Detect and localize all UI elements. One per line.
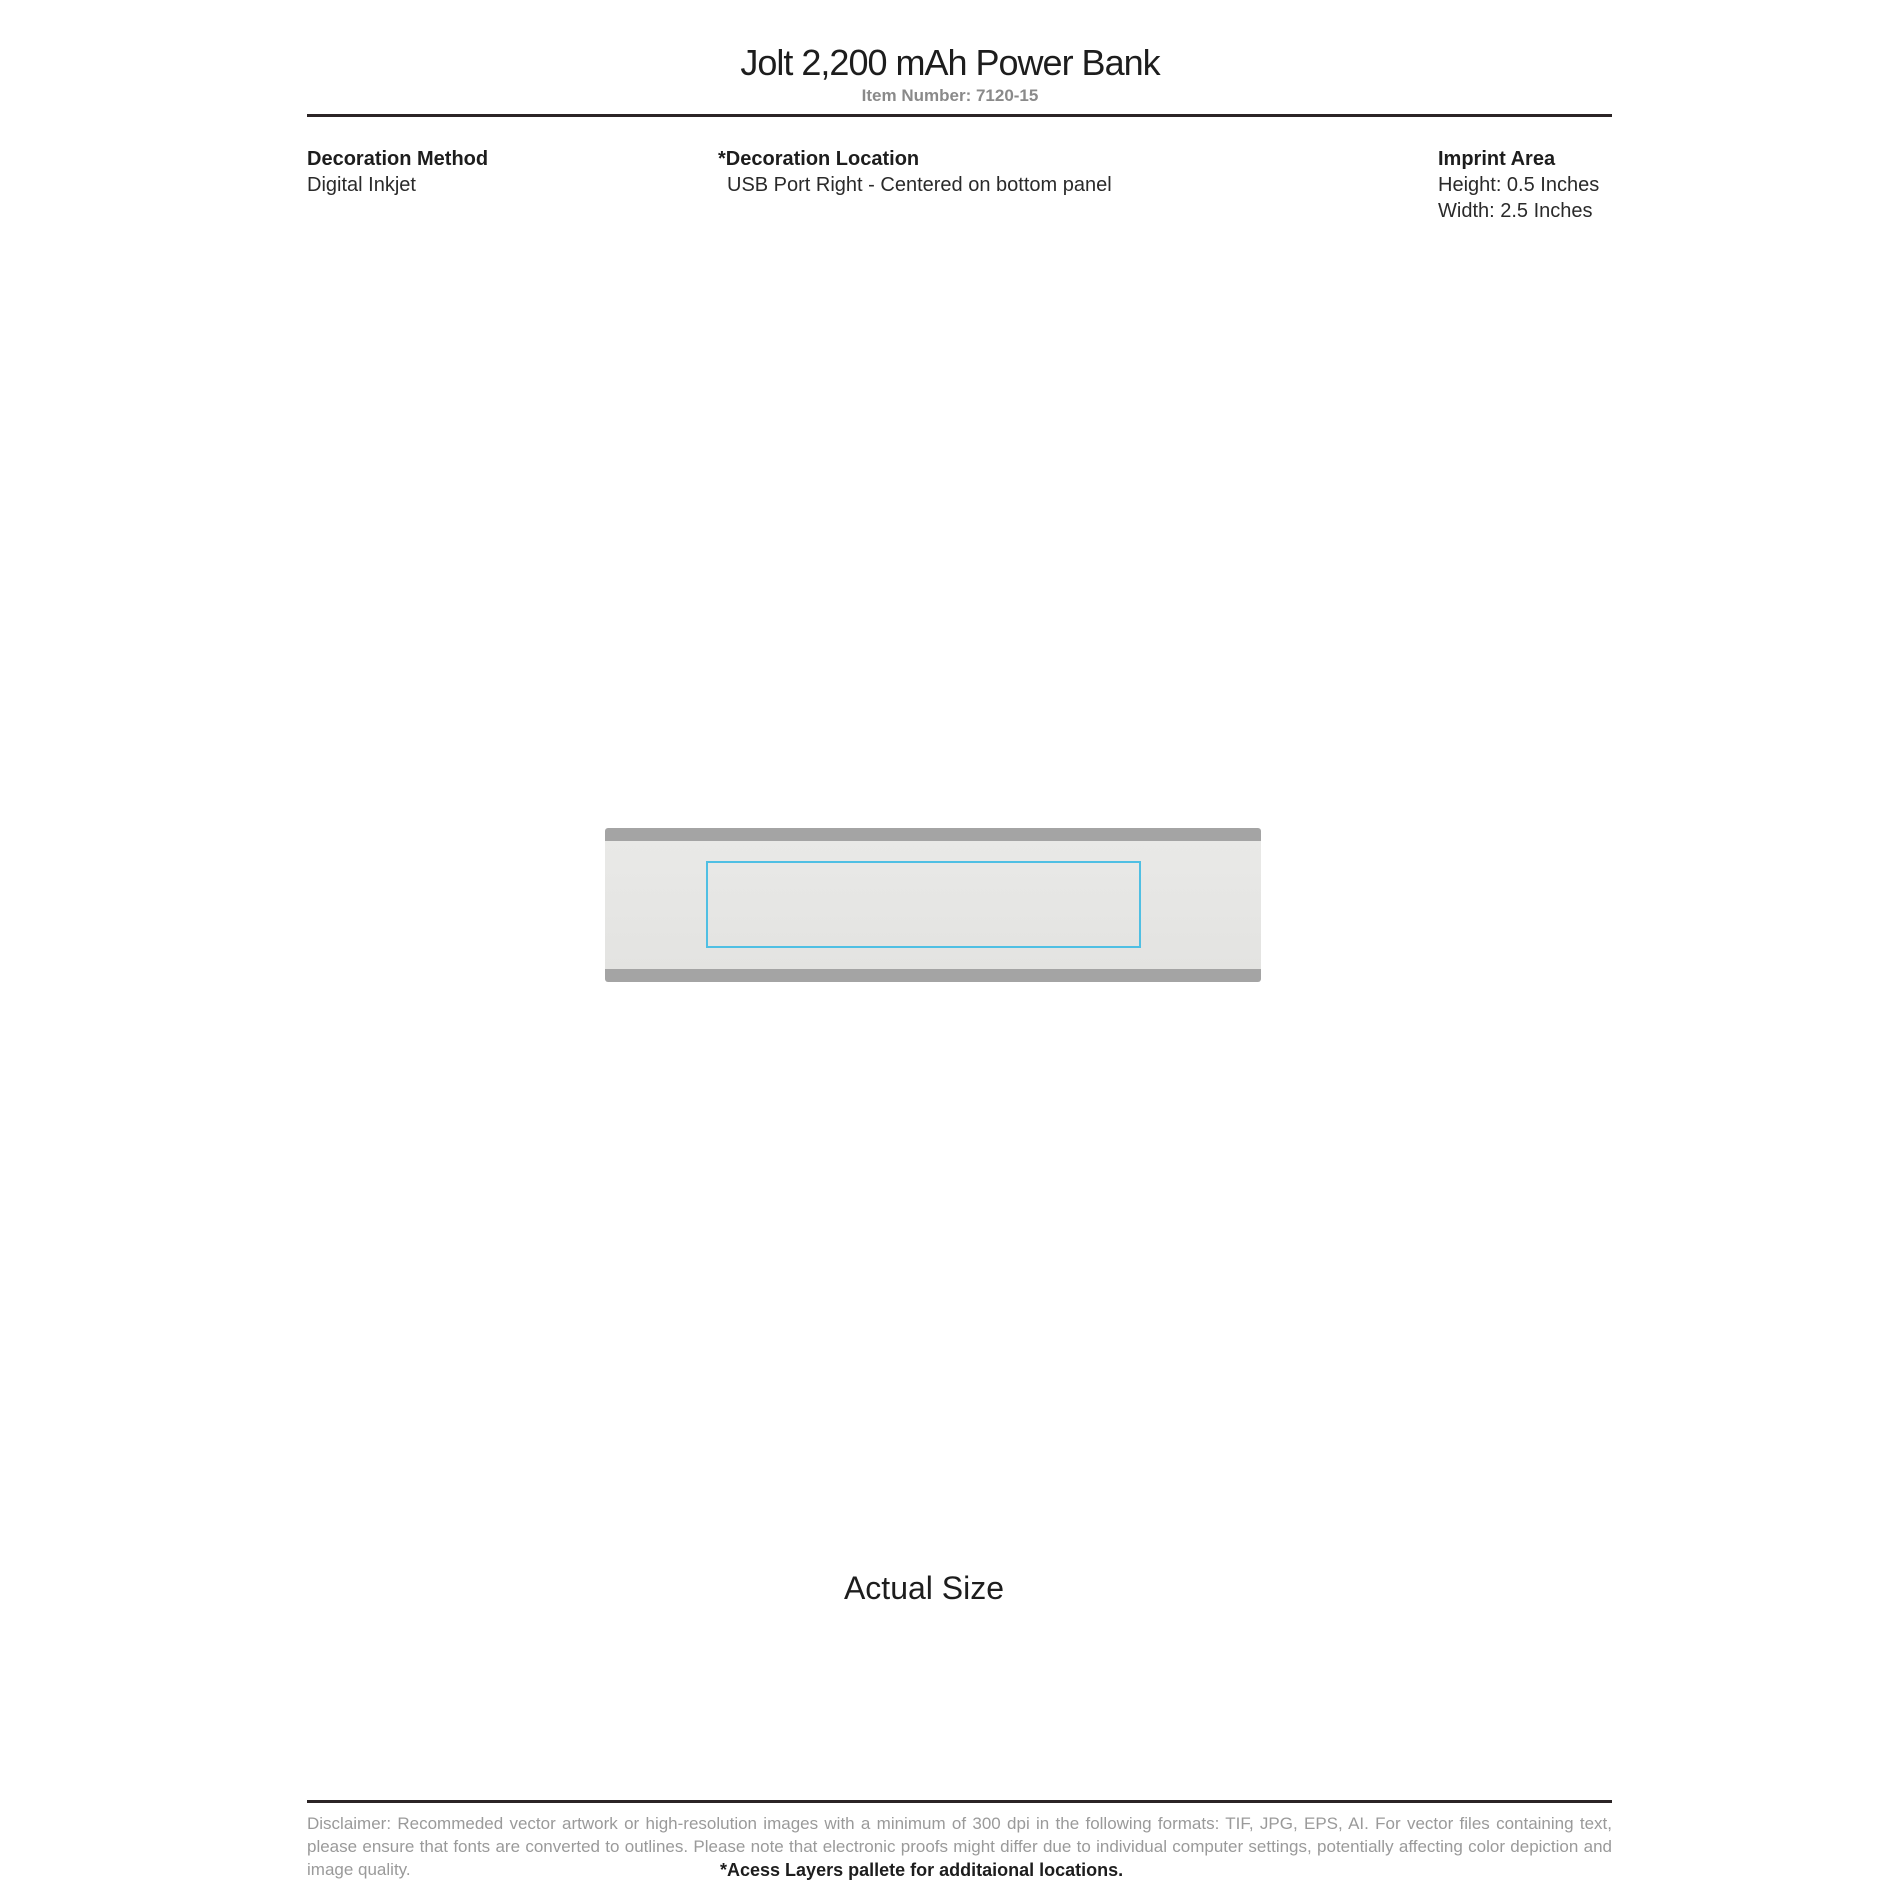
imprint-area-heading: Imprint Area bbox=[1438, 148, 1556, 170]
decoration-method-heading: Decoration Method bbox=[307, 148, 489, 170]
item-number: Item Number: 7120-15 bbox=[861, 86, 1039, 105]
product-title: Jolt 2,200 mAh Power Bank bbox=[740, 42, 1160, 83]
imprint-width: Width: 2.5 Inches bbox=[1438, 200, 1593, 222]
header-divider bbox=[307, 114, 1612, 117]
actual-size-caption: Actual Size bbox=[843, 1570, 1005, 1606]
decoration-method-section bbox=[307, 146, 488, 198]
imprint-height: Height: 0.5 Inches bbox=[1438, 174, 1600, 196]
disclaimer-text: Disclaimer: Recommeded vector artwork or high-resolution images with a minimum of 300 dpi in the following formats: TIF, JPG, EPS, AI. For vector files containing text, please ensure that fonts are converted to outlines. Please note that electronic proofs might differ due to individual computer settings, potentially affecting color depiction and image quality. bbox=[307, 1814, 1612, 1879]
panel-top-edge bbox=[605, 828, 1261, 841]
decoration-location-heading: *Decoration Location bbox=[718, 148, 920, 170]
panel-bottom-edge bbox=[605, 969, 1261, 982]
access-layers-note: *Acess Layers pallete for additaional locations. bbox=[720, 1860, 1124, 1880]
decoration-location-section bbox=[718, 146, 1112, 198]
footer-divider bbox=[307, 1800, 1612, 1803]
decoration-location-value: USB Port Right - Centered on bottom panel bbox=[727, 174, 1112, 196]
imprint-area-box bbox=[706, 861, 1141, 948]
decoration-method-value: Digital Inkjet bbox=[307, 174, 416, 196]
imprint-area-section bbox=[1438, 146, 1599, 224]
